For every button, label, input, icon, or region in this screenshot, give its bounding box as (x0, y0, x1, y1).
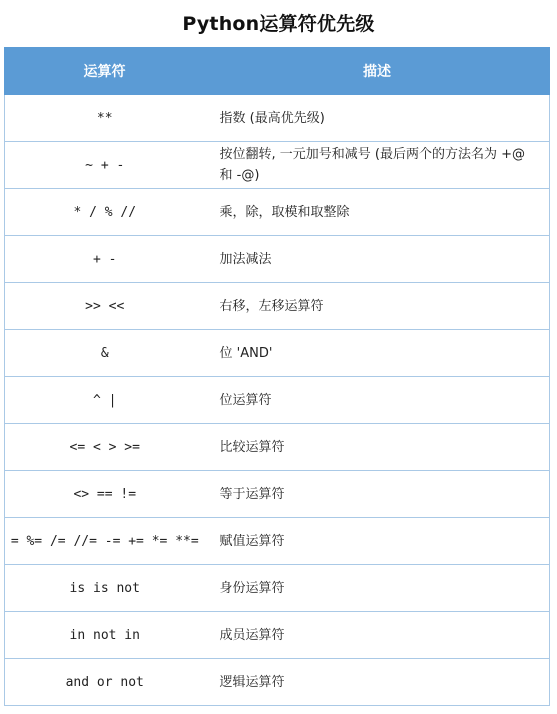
table-row (5, 283, 550, 330)
description-cell: 位 'AND' (205, 330, 550, 377)
description-cell: 加法减法 (205, 236, 550, 283)
operator-cell: + - (5, 236, 205, 283)
table-row (5, 565, 550, 612)
description-cell: 右移，左移运算符 (205, 283, 550, 330)
description-cell: 身份运算符 (205, 565, 550, 612)
table-row (5, 95, 550, 142)
operator-cell: >> << (5, 283, 205, 330)
description-cell: 按位翻转, 一元加号和减号 (最后两个的方法名为 +@ 和 -@) (205, 142, 550, 189)
operator-cell: * / % // (5, 189, 205, 236)
operator-cell: in not in (5, 612, 205, 659)
operator-cell: = %= /= //= -= += *= **= (5, 518, 205, 565)
operator-cell: ^ | (5, 377, 205, 424)
table-row (5, 471, 550, 518)
table-row (5, 330, 550, 377)
description-cell: 成员运算符 (205, 612, 550, 659)
description-cell: 逻辑运算符 (205, 659, 550, 706)
operator-cell: ** (5, 95, 205, 142)
description-cell: 指数 (最高优先级) (205, 95, 550, 142)
table-row (5, 142, 550, 189)
operator-cell: and or not (5, 659, 205, 706)
operator-cell: & (5, 330, 205, 377)
description-cell: 比较运算符 (205, 424, 550, 471)
column-header-description: 描述 (205, 48, 550, 95)
description-cell: 乘，除，取模和取整除 (205, 189, 550, 236)
operator-cell: <= < > >= (5, 424, 205, 471)
table-row (5, 189, 550, 236)
table-row (5, 236, 550, 283)
column-header-operator: 运算符 (5, 48, 205, 95)
description-cell: 位运算符 (205, 377, 550, 424)
operator-precedence-table (4, 47, 550, 706)
table-row (5, 424, 550, 471)
description-cell: 等于运算符 (205, 471, 550, 518)
table-row (5, 612, 550, 659)
description-cell: 赋值运算符 (205, 518, 550, 565)
operator-cell: <> == != (5, 471, 205, 518)
table-row (5, 377, 550, 424)
operator-cell: ~ + - (5, 142, 205, 189)
table-row (5, 659, 550, 706)
table-row (5, 518, 550, 565)
page-title: Python运算符优先级 (182, 13, 375, 35)
table-header-row (5, 48, 550, 95)
operator-cell: is is not (5, 565, 205, 612)
